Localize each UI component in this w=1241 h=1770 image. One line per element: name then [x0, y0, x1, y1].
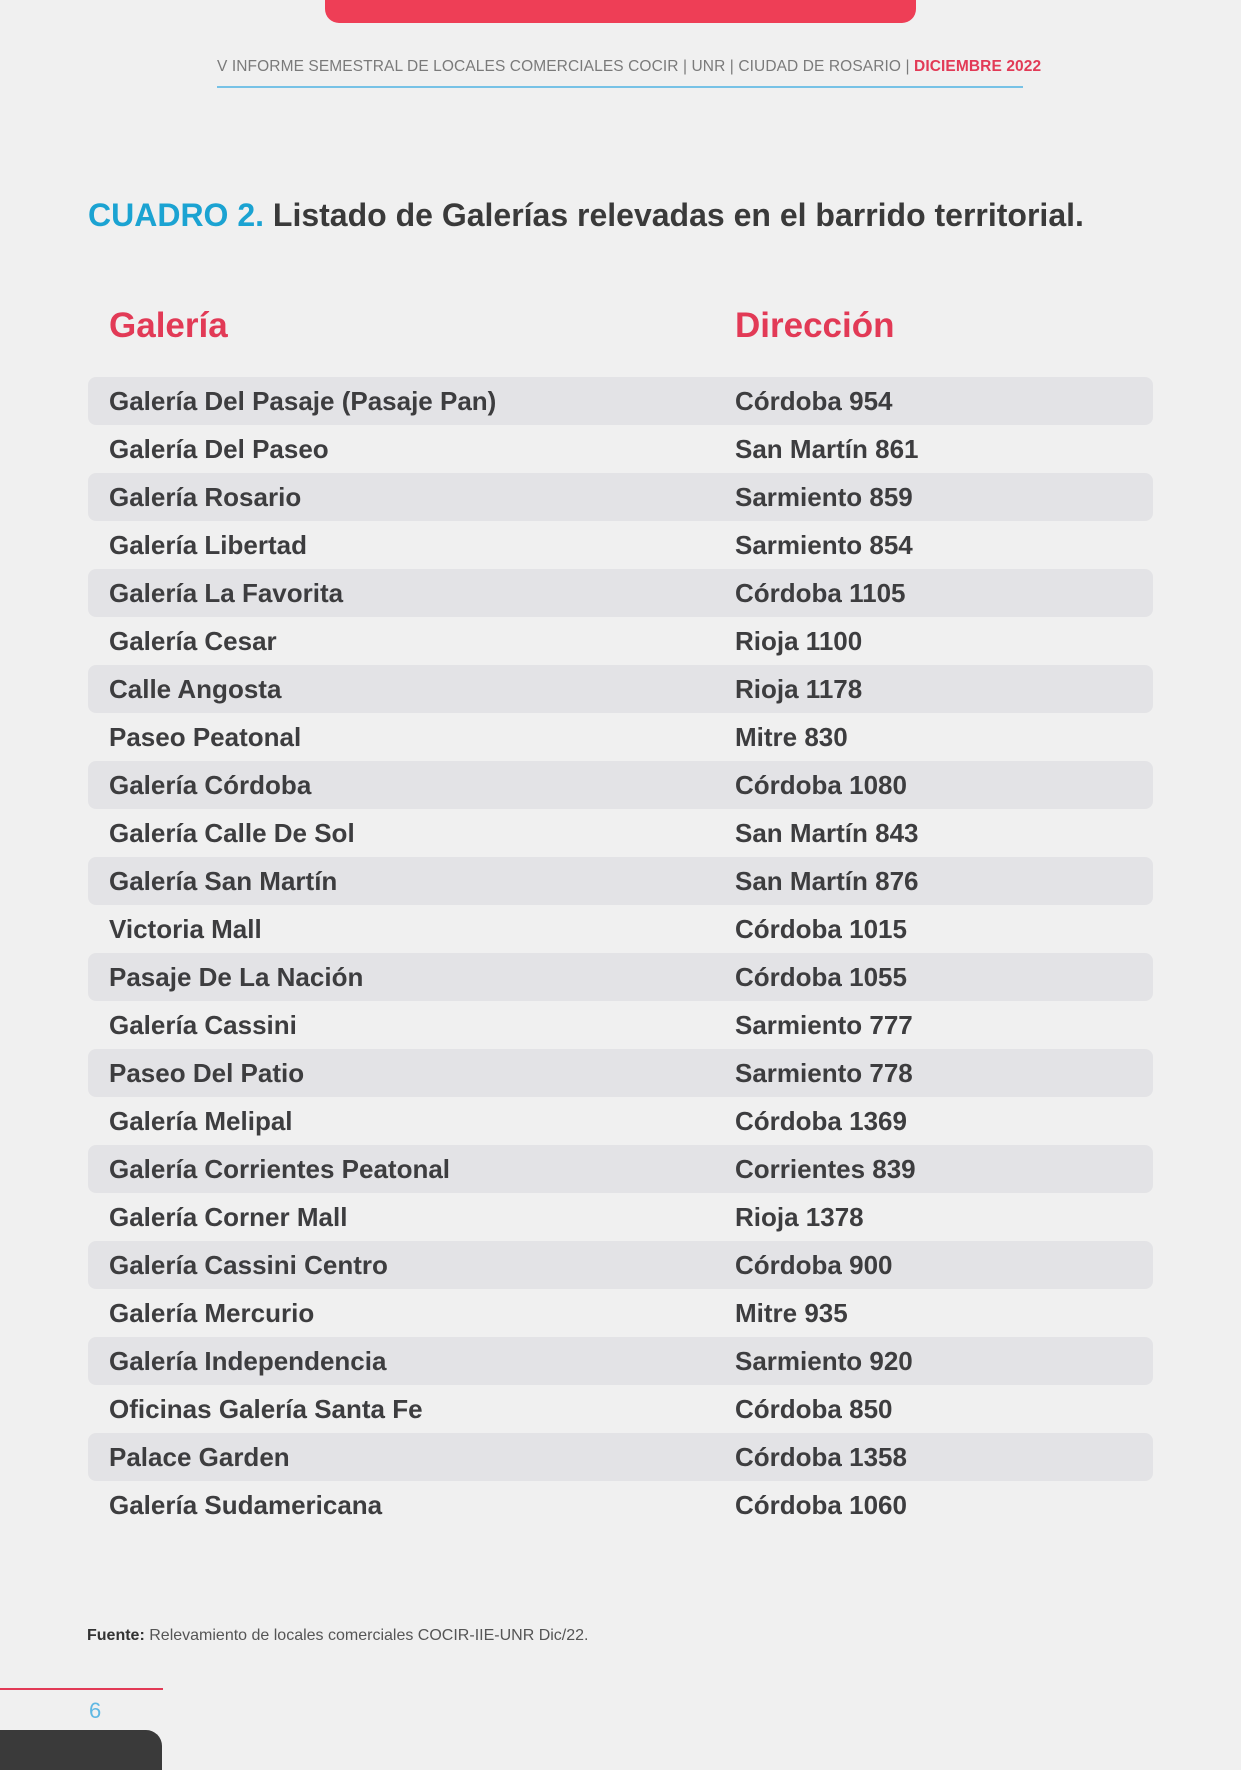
gallery-address: Sarmiento 859: [735, 482, 913, 512]
gallery-address: Córdoba 900: [735, 1250, 893, 1280]
gallery-name: Galería Corner Mall: [109, 1202, 348, 1232]
gallery-name: Galería Mercurio: [109, 1298, 315, 1328]
gallery-name: Galería Córdoba: [109, 770, 312, 800]
table-row: [88, 1193, 1153, 1241]
gallery-name: Oficinas Galería Santa Fe: [109, 1394, 423, 1424]
table-row: [88, 1241, 1153, 1289]
table-row: [88, 1145, 1153, 1193]
gallery-name: Galería Sudamericana: [109, 1490, 383, 1520]
page-title: [88, 197, 1084, 234]
table-row: [88, 1001, 1153, 1049]
footer-tab: [0, 1730, 162, 1770]
gallery-name: Galería Del Paseo: [109, 434, 329, 464]
gallery-name: Galería Del Pasaje (Pasaje Pan): [109, 386, 497, 416]
gallery-address: Sarmiento 777: [735, 1010, 913, 1040]
column-header-direccion: Dirección: [735, 306, 895, 345]
gallery-name: Galería Calle De Sol: [109, 818, 355, 848]
gallery-name: Paseo Peatonal: [109, 722, 302, 752]
table-row: [88, 377, 1153, 425]
table-row: [88, 713, 1153, 761]
gallery-address: Córdoba 954: [735, 386, 893, 416]
gallery-name: Victoria Mall: [109, 914, 262, 944]
galleries-table: [88, 377, 1153, 1529]
table-row: [88, 1097, 1153, 1145]
source-text: Relevamiento de locales comerciales COCIR-IIE-UNR Dic/22.: [149, 1627, 589, 1644]
gallery-address: Córdoba 1055: [735, 962, 907, 992]
gallery-address: Mitre 830: [735, 722, 848, 752]
page-number: 6: [89, 1698, 102, 1723]
gallery-name: Calle Angosta: [109, 674, 282, 704]
header-divider: [217, 86, 1023, 88]
source-note: [87, 1627, 588, 1645]
gallery-address: Córdoba 850: [735, 1394, 893, 1424]
table-row: [88, 857, 1153, 905]
table-row: [88, 473, 1153, 521]
gallery-address: Sarmiento 854: [735, 530, 913, 560]
table-caption: Listado de Galerías relevadas en el barrido territorial.: [272, 197, 1084, 233]
gallery-name: Galería Cassini Centro: [109, 1250, 388, 1280]
gallery-name: Galería San Martín: [109, 866, 338, 896]
gallery-address: Mitre 935: [735, 1298, 848, 1328]
gallery-address: Córdoba 1358: [735, 1442, 907, 1472]
table-row: [88, 1385, 1153, 1433]
gallery-name: Galería Rosario: [109, 482, 302, 512]
gallery-address: Rioja 1378: [735, 1202, 864, 1232]
gallery-address: San Martín 861: [735, 434, 919, 464]
table-row: [88, 1433, 1153, 1481]
gallery-address: Sarmiento 778: [735, 1058, 913, 1088]
gallery-address: Córdoba 1080: [735, 770, 907, 800]
gallery-address: San Martín 843: [735, 818, 919, 848]
table-row: [88, 1481, 1153, 1529]
gallery-name: Galería Libertad: [109, 530, 307, 560]
gallery-name: Palace Garden: [109, 1442, 290, 1472]
gallery-name: Galería Cassini: [109, 1010, 297, 1040]
gallery-name: Galería Cesar: [109, 626, 277, 656]
table-row: [88, 1049, 1153, 1097]
running-header: [217, 58, 1042, 76]
gallery-name: Galería La Favorita: [109, 578, 344, 608]
gallery-address: Córdoba 1015: [735, 914, 907, 944]
table-row: [88, 905, 1153, 953]
gallery-name: Galería Corrientes Peatonal: [109, 1154, 451, 1184]
table-label: CUADRO 2.: [88, 197, 265, 233]
gallery-name: Galería Melipal: [109, 1106, 293, 1136]
gallery-address: Corrientes 839: [735, 1154, 916, 1184]
report-title: V INFORME SEMESTRAL DE LOCALES COMERCIALES COCIR | UNR | CIUDAD DE ROSARIO |: [217, 58, 910, 75]
gallery-name: Pasaje De La Nación: [109, 962, 364, 992]
gallery-name: Paseo Del Patio: [109, 1058, 305, 1088]
table-row: [88, 665, 1153, 713]
gallery-address: Córdoba 1060: [735, 1490, 907, 1520]
gallery-address: San Martín 876: [735, 866, 919, 896]
gallery-address: Rioja 1178: [735, 674, 863, 704]
gallery-address: Sarmiento 920: [735, 1346, 913, 1376]
source-label: Fuente:: [87, 1627, 145, 1644]
report-date: DICIEMBRE 2022: [914, 58, 1042, 75]
table-row: [88, 569, 1153, 617]
table-row: [88, 1337, 1153, 1385]
table-row: [88, 617, 1153, 665]
footer-divider: [0, 1688, 163, 1690]
column-header-galeria: Galería: [109, 306, 228, 345]
table-row: [88, 809, 1153, 857]
table-row: [88, 425, 1153, 473]
gallery-address: Rioja 1100: [735, 626, 863, 656]
table-row: [88, 761, 1153, 809]
gallery-name: Galería Independencia: [109, 1346, 387, 1376]
gallery-address: Córdoba 1105: [735, 578, 906, 608]
table-row: [88, 953, 1153, 1001]
table-row: [88, 1289, 1153, 1337]
top-decorative-bar: [325, 0, 916, 23]
gallery-address: Córdoba 1369: [735, 1106, 907, 1136]
table-row: [88, 521, 1153, 569]
